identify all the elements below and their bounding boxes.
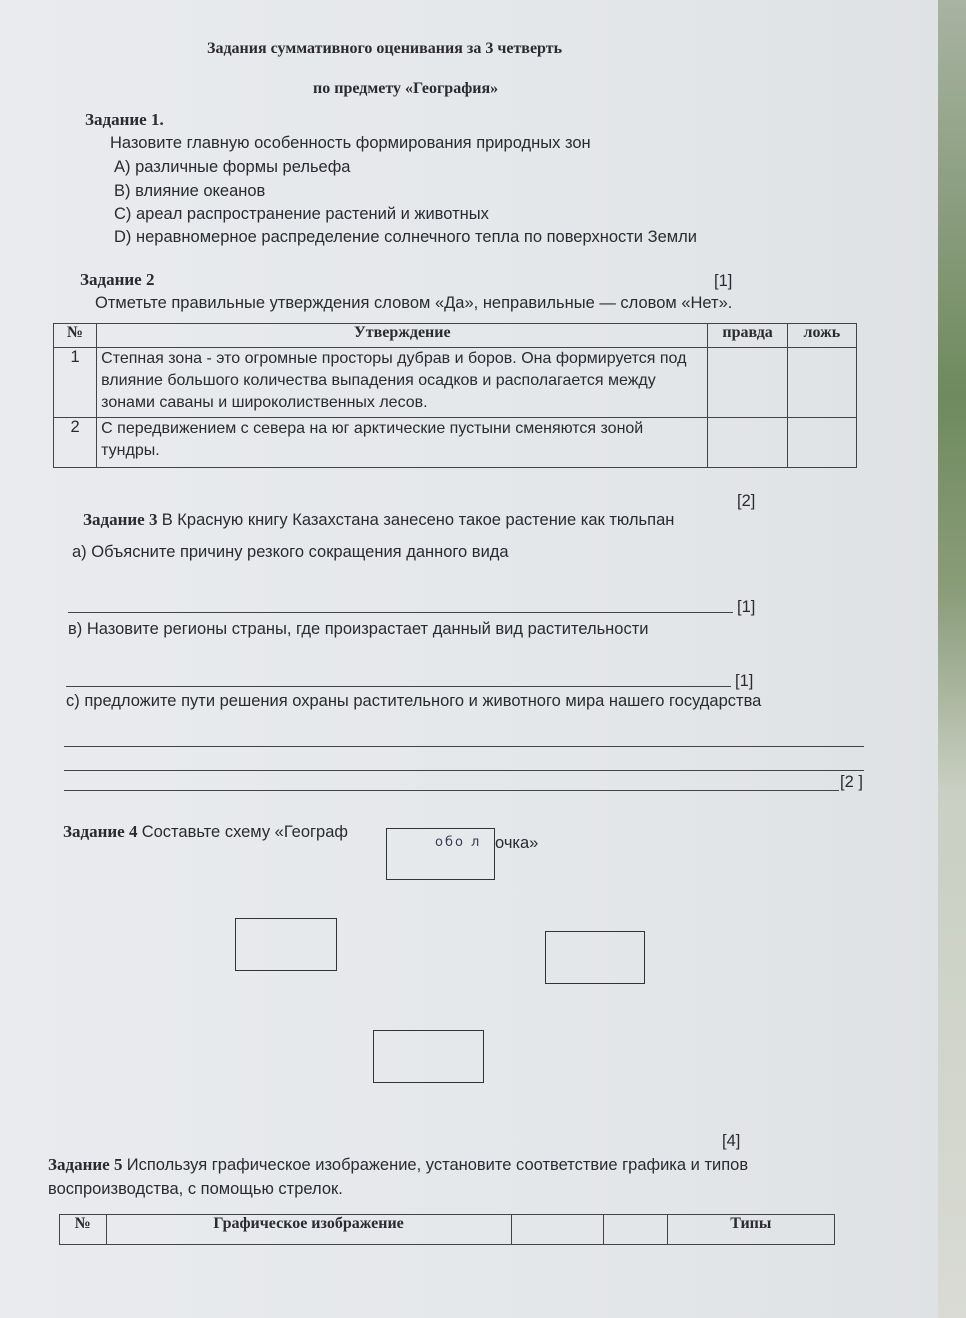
task2-row1-false-cell[interactable] <box>787 348 856 418</box>
task2-row1-num: 1 <box>54 348 97 418</box>
task2-row <box>54 418 857 468</box>
task5-title: Задание 5 <box>48 1155 123 1174</box>
task5-text-line2: воспроизводства, с помощью стрелок. <box>48 1180 343 1198</box>
task2-row <box>54 348 857 418</box>
task2-header-statement: Утверждение <box>97 324 708 348</box>
task2-row2-text: С передвижением с севера на юг арктические пустыни сменяются зоной тундры. <box>97 418 708 468</box>
task1-option-a: A) различные формы рельефа <box>114 158 351 176</box>
task1-option-c: C) ареал распространение растений и животных <box>114 205 489 223</box>
header-line2: по предмету «География» <box>313 80 499 97</box>
task3-intro: В Красную книгу Казахстана занесено такое растение как тюльпан <box>161 511 675 529</box>
task3-title: Задание 3 <box>83 510 158 529</box>
task5-table <box>59 1214 835 1245</box>
task5-header-num: № <box>60 1215 107 1245</box>
task3-score-c: [2 ] <box>840 773 863 791</box>
task2-title: Задание 2 <box>80 270 155 289</box>
task3-question-c: с) предложите пути решения охраны растительного и животного мира нашего государства <box>66 692 762 710</box>
task2-table <box>53 323 857 468</box>
task1-title: Задание 1. <box>85 110 164 129</box>
task3-heading <box>83 510 674 530</box>
task4-heading <box>63 822 348 842</box>
handwritten-note: обо л <box>435 835 482 850</box>
task5-header-types: Типы <box>667 1215 834 1245</box>
task2-header-num: № <box>54 324 97 348</box>
task3-answer-line-c1[interactable] <box>64 746 864 747</box>
task3-question-b: в) Назовите регионы страны, где произрастает данный вид растительности <box>68 620 649 638</box>
task2-header-true: правда <box>708 324 787 348</box>
task5-header-empty2 <box>604 1215 667 1245</box>
task1-score: [1] <box>714 272 733 290</box>
task5-text-line1: Используя графическое изображение, установите соответствие графика и типов <box>126 1156 749 1174</box>
task3-score-b: [1] <box>735 672 754 690</box>
task2-row2-true-cell[interactable] <box>708 418 787 468</box>
task3-question-a: а) Объясните причину резкого сокращения данного вида <box>72 543 509 561</box>
task2-row2-false-cell[interactable] <box>787 418 856 468</box>
task3-answer-line-b[interactable] <box>66 686 731 687</box>
task2-row1-true-cell[interactable] <box>708 348 787 418</box>
task2-row1-text: Степная зона - это огромные просторы дубрав и боров. Она формируется под влияние большого количества выпадения осадков и располагается между зонами саваны и широколиственных лесов. <box>97 348 708 418</box>
task2-instruction: Отметьте правильные утверждения словом «Да», неправильные — словом «Нет». <box>95 294 733 312</box>
task4-text-left: Составьте схему «Географ <box>141 823 348 841</box>
task1-question: Назовите главную особенность формирования природных зон <box>110 134 591 152</box>
task2-header-false: ложь <box>787 324 856 348</box>
task5-heading <box>48 1155 748 1175</box>
task3-answer-line-c2[interactable] <box>64 770 864 771</box>
task3-answer-line-a[interactable] <box>68 612 733 613</box>
scheme-right-box[interactable] <box>545 931 645 984</box>
task1-option-d: D) неравномерное распределение солнечного тепла по поверхности Земли <box>114 228 697 246</box>
scheme-left-box[interactable] <box>235 918 337 971</box>
task5-header-graphic: Графическое изображение <box>106 1215 511 1245</box>
scheme-bottom-box[interactable] <box>373 1030 484 1083</box>
task5-header-empty1 <box>511 1215 604 1245</box>
task4-text-right: очка» <box>495 834 539 852</box>
task4-title: Задание 4 <box>63 822 138 841</box>
task4-score: [4] <box>722 1132 741 1150</box>
task1-option-b: B) влияние океанов <box>114 182 266 200</box>
task3-answer-line-c3[interactable] <box>64 790 839 791</box>
scheme-top-box[interactable] <box>386 828 495 880</box>
task3-score-a: [1] <box>737 598 756 616</box>
background-edge <box>938 0 966 1318</box>
task2-row2-num: 2 <box>54 418 97 468</box>
task2-score: [2] <box>737 492 756 510</box>
header-line1: Задания суммативного оценивания за 3 четверть <box>207 40 563 57</box>
